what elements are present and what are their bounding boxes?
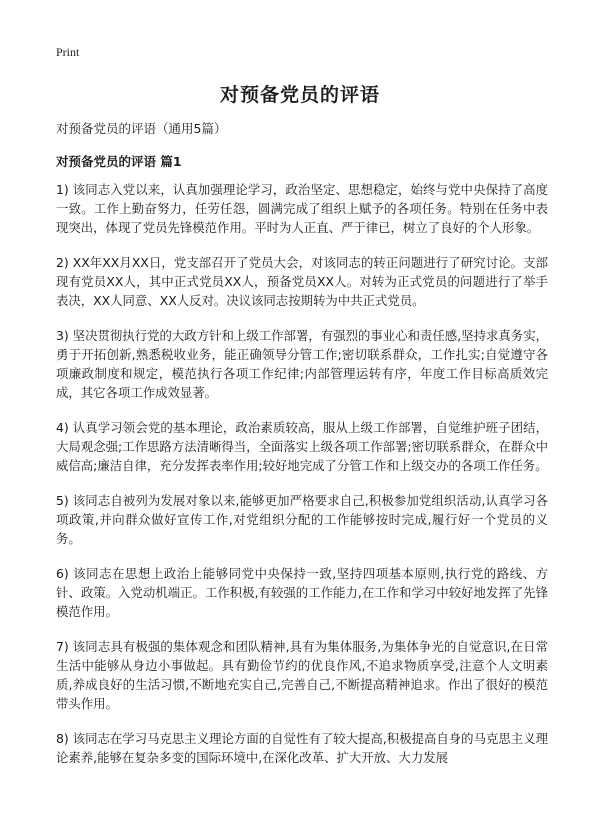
document-subtitle: 对预备党员的评语（通用5篇） — [56, 121, 227, 136]
paragraph-5: 5) 该同志自被列为发展对象以来,能够更加严格要求自己,积极参加党组织活动,认真学习各项政策,并向群众做好宣传工作,对党组织分配的工作能够按时完成,履行好一个党员的义务。 — [56, 493, 548, 546]
section-heading: 对预备党员的评语 篇1 — [56, 154, 182, 169]
paragraph-7: 7) 该同志具有极强的集体观念和团队精神,具有为集体服务,为集体争光的自觉意识,在日常生活中能够从身边小事做起。具有勤俭节约的优良作风,不追求物质享受,注意个人文明素质,养成良好的生活习惯,不断地充实自己,完善自己,不断提高精神追求。作出了很好的模范带头作用。 — [56, 639, 548, 711]
paragraph-8: 8) 该同志在学习马克思主义理论方面的自觉性有了较大提高,积极提高自身的马克思主义理论素养,能够在复杂多变的国际环境中,在深化改革、扩大开放、大力发展 — [56, 731, 548, 765]
print-link[interactable]: Print — [56, 45, 80, 59]
document-title: 对预备党员的评语 — [219, 84, 380, 106]
document-body — [56, 180, 548, 783]
paragraph-3: 3) 坚决贯彻执行党的大政方针和上级工作部署，有强烈的事业心和责任感,坚持求真务实，勇于开拓创新,熟悉税收业务，能正确领导分管工作;密切联系群众，工作扎实;自觉遵守各项廉政制度和规定，模范执行各项工作纪律;内部管理运转有序，年度工作目标高质效完成，其它各项工作成效显著。 — [56, 328, 548, 400]
paragraph-6: 6) 该同志在思想上政治上能够同党中央保持一致,坚持四项基本原则,执行党的路线、方针、政策。入党动机端正。工作积极,有较强的工作能力,在工作和学习中较好地发挥了先锋模范作用。 — [56, 566, 548, 619]
paragraph-4: 4) 认真学习领会党的基本理论，政治素质较高，服从上级工作部署，自觉维护班子团结，大局观念强;工作思路方法清晰得当，全面落实上级各项工作部署;密切联系群众，在群众中威信高;廉洁自律，充分发挥表率作用;较好地完成了分管工作和上级交办的各项工作任务。 — [56, 420, 548, 473]
paragraph-1: 1) 该同志入党以来，认真加强理论学习，政治坚定、思想稳定，始终与党中央保持了高度一致。工作上勤奋努力，任劳任怨，圆满完成了组织上赋予的各项任务。特别在任务中表现突出，体现了党员先锋模范作用。平时为人正直、严于律已，树立了良好的个人形象。 — [56, 182, 548, 235]
paragraph-2: 2) XX年XX月XX日，党支部召开了党员大会，对该同志的转正问题进行了研究讨论。支部现有党员XX人，其中正式党员XX人，预备党员XX人。对转为正式党员的问题进行了举手表决，XX人同意、XX人反对。决议该同志按期转为中共正式党员。 — [56, 255, 548, 308]
